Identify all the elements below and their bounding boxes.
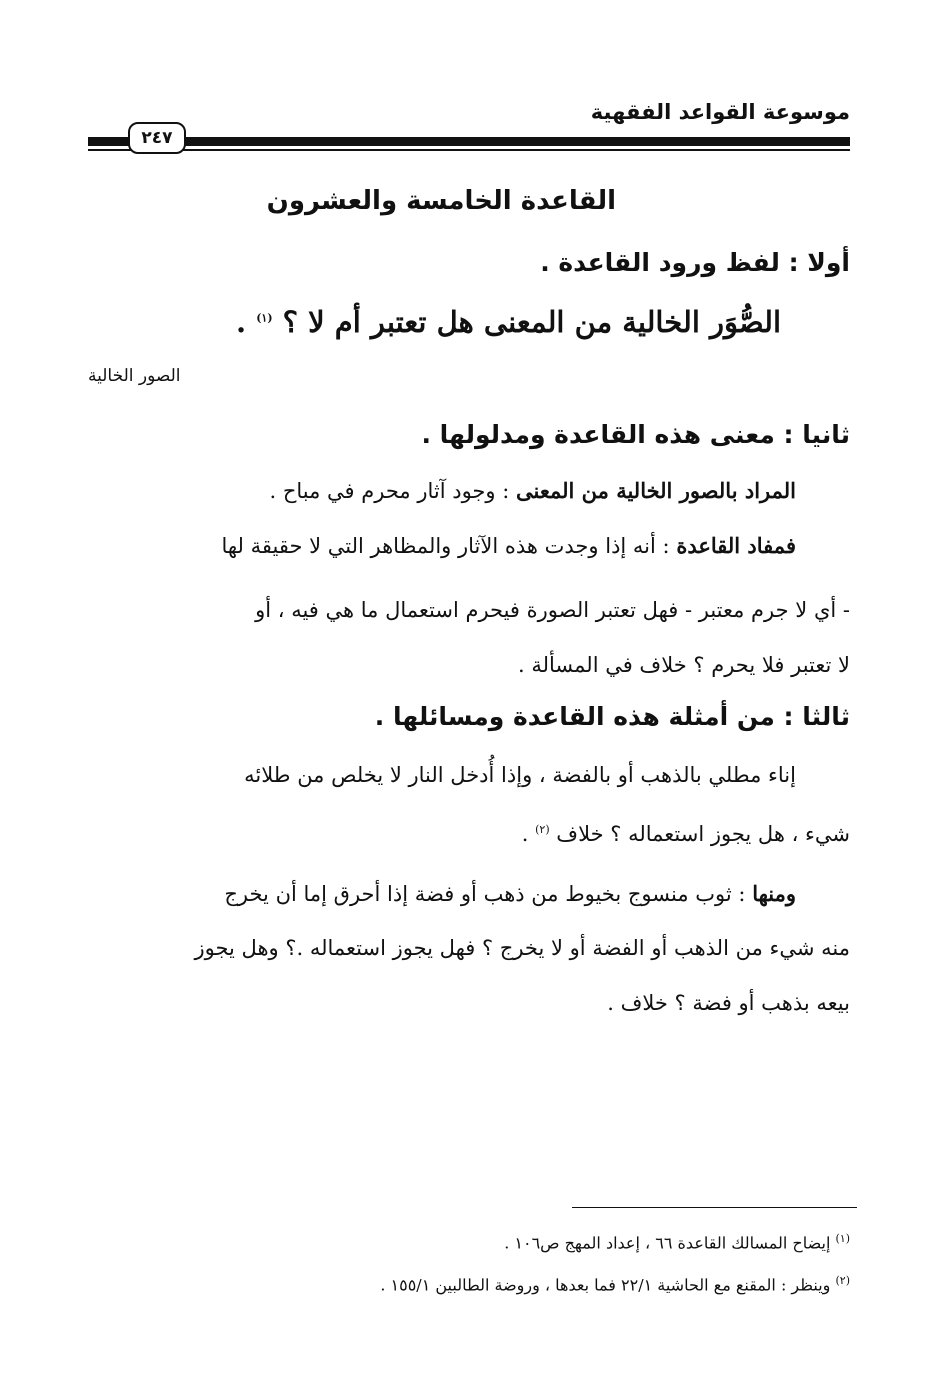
footnote-1-ref: (١) [835,1232,850,1245]
meaning-text: : وجود آثار محرم في مباح . [269,479,510,503]
purpose-term: فمفاد القاعدة [676,533,796,558]
footnote-1-text: إيضاح المسالك القاعدة ٦٦ ، إعداد المهج ص١٠٦ . [504,1233,831,1253]
header-rule-thin [88,149,850,151]
example-1-text-2: شيء ، هل يجوز استعماله ؟ خلاف [556,822,850,846]
running-title: موسوعة القواعد الفقهية [590,100,850,124]
footnote-ref-1[interactable]: (١) [256,311,273,325]
meaning-paragraph [269,463,850,519]
meaning-term: المراد بالصور الخالية من المعنى [516,478,796,503]
example-2-line-3: بيعه بذهب أو فضة ؟ خلاف . [607,991,850,1015]
purpose-line-3: لا تعتبر فلا يحرم ؟ خلاف في المسألة . [518,653,850,677]
purpose-text-1: : أنه إذا وجدت هذه الآثار والمظاهر التي لا حقيقة لها [221,534,670,558]
rule-title: القاعدة الخامسة والعشرون [266,186,616,216]
example-1-line-2 [522,802,850,862]
header-rule-thick [88,137,850,146]
example-1-text-1: إناء مطلي بالذهب أو بالفضة ، وإذا أُدخل النار لا يخلص من طلائه [244,763,796,787]
purpose-line-2: - أي لا جرم معتبر - فهل تعتبر الصورة فيحرم استعمال ما هي فيه ، أو [255,598,850,622]
example-1-end: . [521,822,529,846]
rule-statement [236,305,781,339]
rule-statement-text: الصُّوَر الخالية من المعنى هل تعتبر أم لا ؟ [282,305,781,339]
example-2-line-1 [224,866,850,922]
purpose-line-1 [221,518,850,574]
footnote-2-ref: (٢) [835,1274,850,1287]
footnote-2-text: وينظر : المقنع مع الحاشية ٢٢/١ فما بعدها ، وروضة الطالبين ١٥٥/١ . [380,1275,831,1295]
footnote-1 [504,1232,850,1252]
margin-note: الصور الخالية [88,366,181,386]
example-2-term: ومنها [752,881,796,906]
section-1-heading: أولا : لفظ ورود القاعدة . [540,248,850,277]
section-2-heading: ثانيا : معنى هذه القاعدة ومدلولها . [421,420,850,449]
footnote-separator [572,1207,857,1208]
footnote-ref-2[interactable]: (٢) [535,823,550,836]
example-2-text-1: : ثوب منسوج بخيوط من ذهب أو فضة إذا أحرق إما أن يخرج [224,882,746,906]
example-2-line-2: منه شيء من الذهب أو الفضة أو لا يخرج ؟ فهل يجوز استعماله .؟ وهل يجوز [194,936,850,960]
rule-statement-end: . [235,305,247,339]
section-3-heading: ثالثا : من أمثلة هذه القاعدة ومسائلها . [374,702,850,731]
example-1-line-1 [244,748,850,803]
footnote-2 [380,1274,850,1294]
page-number-badge: ٢٤٧ [128,122,186,154]
